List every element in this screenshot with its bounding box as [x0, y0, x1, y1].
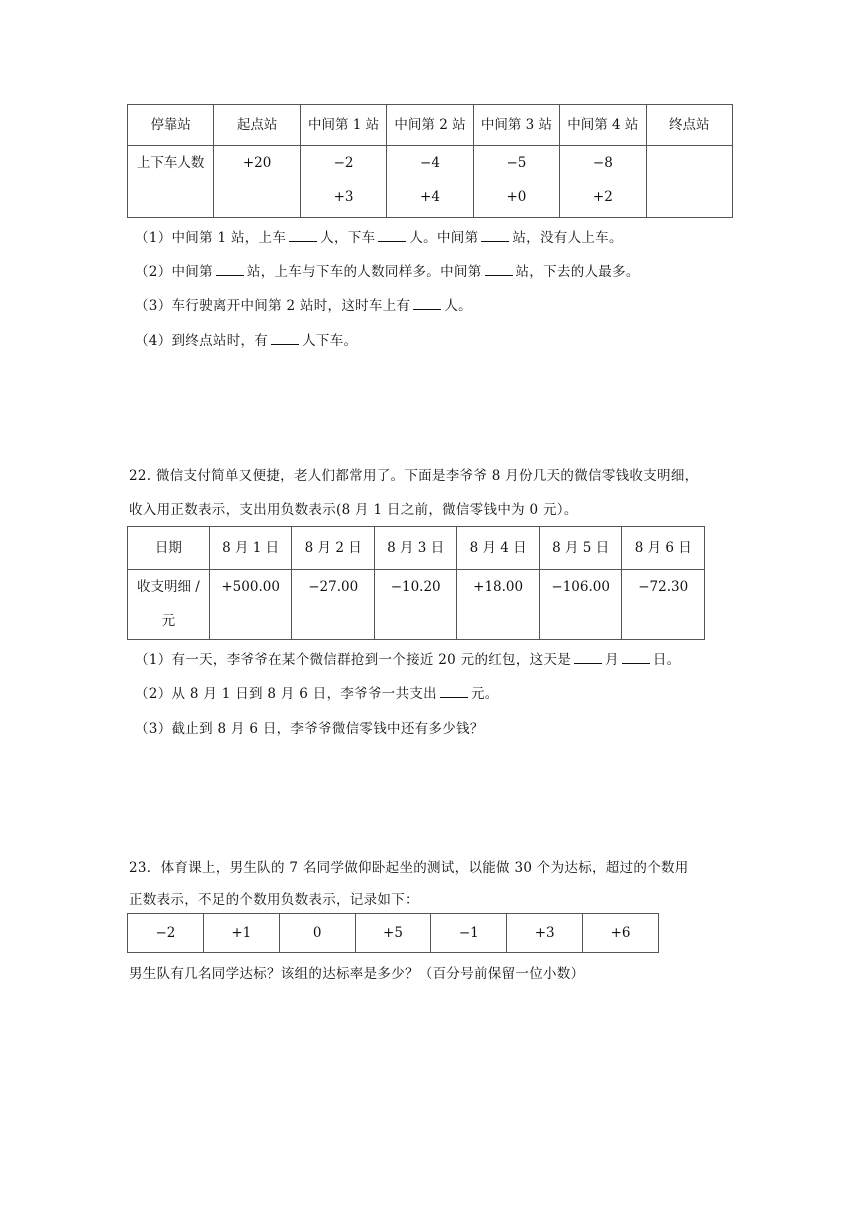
table-cell: [387, 146, 473, 218]
table-cell: +5: [355, 914, 431, 953]
situp-record-table: [127, 913, 659, 953]
table-cell: −2: [128, 914, 204, 953]
table-cell: [300, 146, 386, 218]
cell-value: +2: [592, 189, 613, 205]
cell-value: +0: [506, 189, 527, 205]
q22-item-3: （3）截止到 8 月 6 日，李爷爷微信零钱中还有多少钱？: [135, 721, 484, 737]
table-cell: [560, 146, 646, 218]
cell-value: +4: [420, 189, 440, 205]
answer-blank[interactable]: [413, 297, 441, 310]
answer-blank[interactable]: [289, 229, 317, 242]
q22-item-2: （2）从 8 月 1 日到 8 月 6 日，李爷爷一共支出 元。: [135, 686, 499, 702]
q22-item-1: （1）有一天，李爷爷在某个微信群抢到一个接近 20 元的红包，这天是 月 日。: [135, 652, 681, 668]
table-header-cell: 中间第 2 站: [387, 105, 473, 146]
table-header-cell: 8 月 2 日: [292, 527, 374, 570]
table-cell: −106.00: [539, 570, 622, 640]
table-cell: +1: [203, 914, 279, 953]
cell-value: −5: [506, 155, 527, 171]
table-cell: −10.20: [374, 570, 456, 640]
q22-intro-line-2: 收入用正数表示，支出用负数表示(8 月 1 日之前，微信零钱中为 0 元）。: [129, 502, 578, 518]
table-cell: +500.00: [209, 570, 292, 640]
table-cell: −27.00: [292, 570, 374, 640]
table-cell: −72.30: [622, 570, 705, 640]
q23-intro-line-2: 正数表示，不足的个数用负数表示，记录如下：: [129, 892, 419, 908]
table-cell: [473, 146, 559, 218]
cell-value: +20: [242, 155, 272, 171]
cell-value: +3: [333, 189, 354, 205]
cell-value: −8: [592, 155, 613, 171]
table-cell: [214, 146, 301, 218]
q21-item-4: （4）到终点站时，有 人下车。: [135, 333, 358, 349]
table-cell: −1: [431, 914, 507, 953]
table-header-cell: 终点站: [646, 105, 732, 146]
wechat-balance-table: [127, 526, 705, 640]
table-header-cell: 中间第 1 站: [300, 105, 386, 146]
table-header-cell: 中间第 3 站: [473, 105, 559, 146]
cell-value: −2: [333, 155, 354, 171]
answer-blank[interactable]: [574, 651, 602, 664]
table-header-cell: 日期: [128, 527, 210, 570]
row-label: 上下车人数: [128, 146, 214, 218]
table-header-cell: 8 月 4 日: [457, 527, 539, 570]
q21-item-2: （2）中间第 站，上车与下车的人数同样多。中间第 站，下去的人最多。: [135, 264, 640, 280]
table-cell: 0: [279, 914, 355, 953]
answer-blank[interactable]: [440, 685, 468, 698]
q21-item-1: （1）中间第 1 站，上车 人，下车 人。中间第 站，没有人上车。: [135, 230, 623, 246]
table-cell: +18.00: [457, 570, 539, 640]
row-label: 收支明细 / 元: [128, 570, 210, 640]
answer-blank[interactable]: [271, 332, 299, 345]
table-cell: +3: [507, 914, 583, 953]
answer-blank[interactable]: [485, 263, 513, 276]
q23-intro-line-1: 23．体育课上，男生队的 7 名同学做仰卧起坐的测试，以能做 30 个为达标，超过的个数用: [129, 860, 689, 876]
table-header-cell: 8 月 1 日: [209, 527, 292, 570]
answer-blank[interactable]: [216, 263, 244, 276]
cell-value: −4: [420, 155, 440, 171]
q23-question: 男生队有几名同学达标？该组的达标率是多少？（百分号前保留一位小数）: [129, 966, 585, 982]
table-cell: [646, 146, 732, 218]
bus-stop-table: [127, 104, 733, 218]
table-header-cell: 8 月 5 日: [539, 527, 622, 570]
q22-intro-line-1: 22. 微信支付简单又便捷，老人们都常用了。下面是李爷爷 8 月份几天的微信零钱收支明细，: [129, 468, 699, 484]
table-header-cell: 停靠站: [128, 105, 214, 146]
table-cell: +6: [583, 914, 659, 953]
table-header-cell: 起点站: [214, 105, 301, 146]
table-header-cell: 8 月 3 日: [374, 527, 456, 570]
answer-blank[interactable]: [378, 229, 406, 242]
table-header-cell: 8 月 6 日: [622, 527, 705, 570]
answer-blank[interactable]: [481, 229, 509, 242]
q21-item-3: （3）车行驶离开中间第 2 站时，这时车上有 人。: [135, 298, 472, 314]
table-header-cell: 中间第 4 站: [560, 105, 646, 146]
answer-blank[interactable]: [622, 651, 650, 664]
